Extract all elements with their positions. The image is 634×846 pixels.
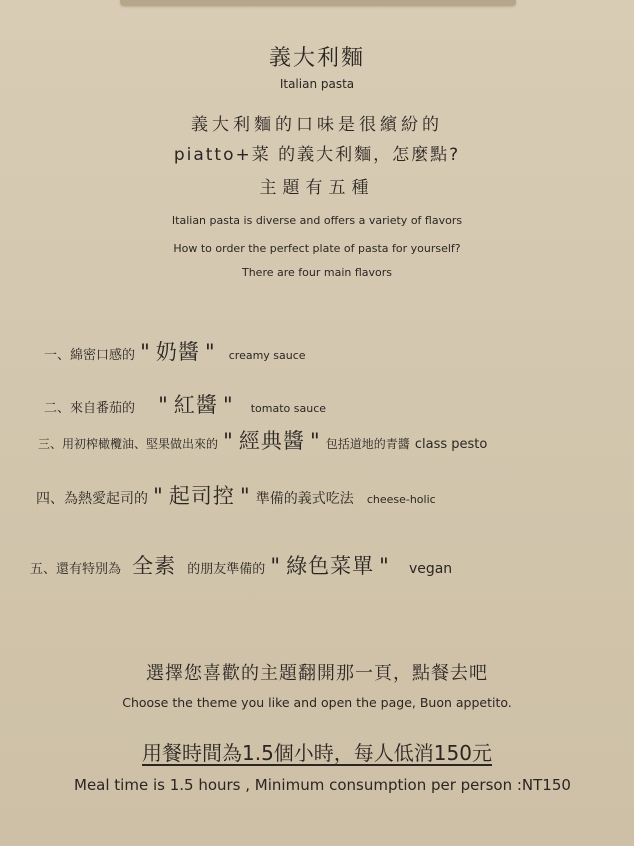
theme-english: tomato sauce — [250, 402, 327, 415]
theme-english: creamy sauce — [228, 349, 306, 362]
open-quote: " — [153, 484, 164, 508]
theme-name: 全素 — [132, 554, 177, 578]
close-quote: " — [222, 393, 234, 417]
choose-instruction-chinese: 選擇您喜歡的主題翻開那一頁，點餐去吧 — [146, 663, 488, 684]
intro-line-3: 主題有五種 — [259, 178, 375, 198]
open-quote: " — [140, 340, 151, 364]
top-frame-edge — [120, 0, 516, 6]
intro-english-2: How to order the perfect plate of pasta for yourself? — [173, 242, 461, 255]
theme-name: 奶醬 — [155, 340, 200, 364]
close-quote: " — [204, 340, 216, 364]
open-quote: " — [158, 393, 169, 417]
choose-instruction-english: Choose the theme you like and open the page, Buon appetito. — [122, 695, 512, 710]
theme-prefix: 二、來自番茄的 — [44, 401, 136, 416]
intro-line-2: piatto+菜 的義大利麵，怎麼點? — [173, 145, 461, 165]
intro-english-1: Italian pasta is diverse and offers a variety of flavors — [171, 214, 463, 227]
theme-english: cheese-holic — [366, 493, 436, 506]
close-quote: " — [239, 484, 251, 508]
theme-prefix: 五、還有特別為 — [30, 562, 122, 577]
title-english: Italian pasta — [279, 77, 355, 91]
theme-name: 經典醬 — [238, 429, 305, 453]
theme-item-vegan — [30, 550, 452, 580]
theme-item-tomato — [44, 389, 326, 419]
theme-item-classic — [38, 425, 487, 455]
intro-english-3: There are four main flavors — [241, 266, 393, 279]
meal-policy-chinese: 用餐時間為1.5個小時，每人低消150元 — [142, 741, 492, 765]
theme-prefix: 三、用初榨橄欖油、堅果做出來的 — [38, 437, 219, 451]
close-quote: " — [379, 554, 390, 578]
theme-name: 紅醬 — [173, 393, 218, 417]
theme-item-creamy — [44, 336, 306, 366]
title-chinese: 義大利麵 — [268, 46, 365, 71]
open-quote: " — [270, 554, 281, 578]
close-quote: " — [309, 429, 321, 453]
theme-suffix: 包括道地的青醬 — [325, 437, 410, 451]
theme-name-2: 綠色菜單 — [286, 554, 375, 578]
theme-prefix: 四、為熱愛起司的 — [36, 491, 148, 507]
theme-english: class pesto — [414, 437, 488, 452]
theme-prefix: 一、綿密口感的 — [44, 348, 136, 363]
intro-line-1: 義大利麵的口味是很繽紛的 — [191, 115, 443, 135]
theme-english: vegan — [408, 561, 453, 577]
meal-policy-english: Meal time is 1.5 hours , Minimum consumption per person :NT150 — [74, 776, 571, 794]
theme-name: 起司控 — [168, 484, 235, 508]
theme-item-cheese — [36, 480, 436, 510]
open-quote: " — [223, 429, 234, 453]
theme-suffix: 準備的義式吃法 — [255, 491, 354, 507]
theme-suffix: 的朋友準備的 — [187, 562, 266, 577]
